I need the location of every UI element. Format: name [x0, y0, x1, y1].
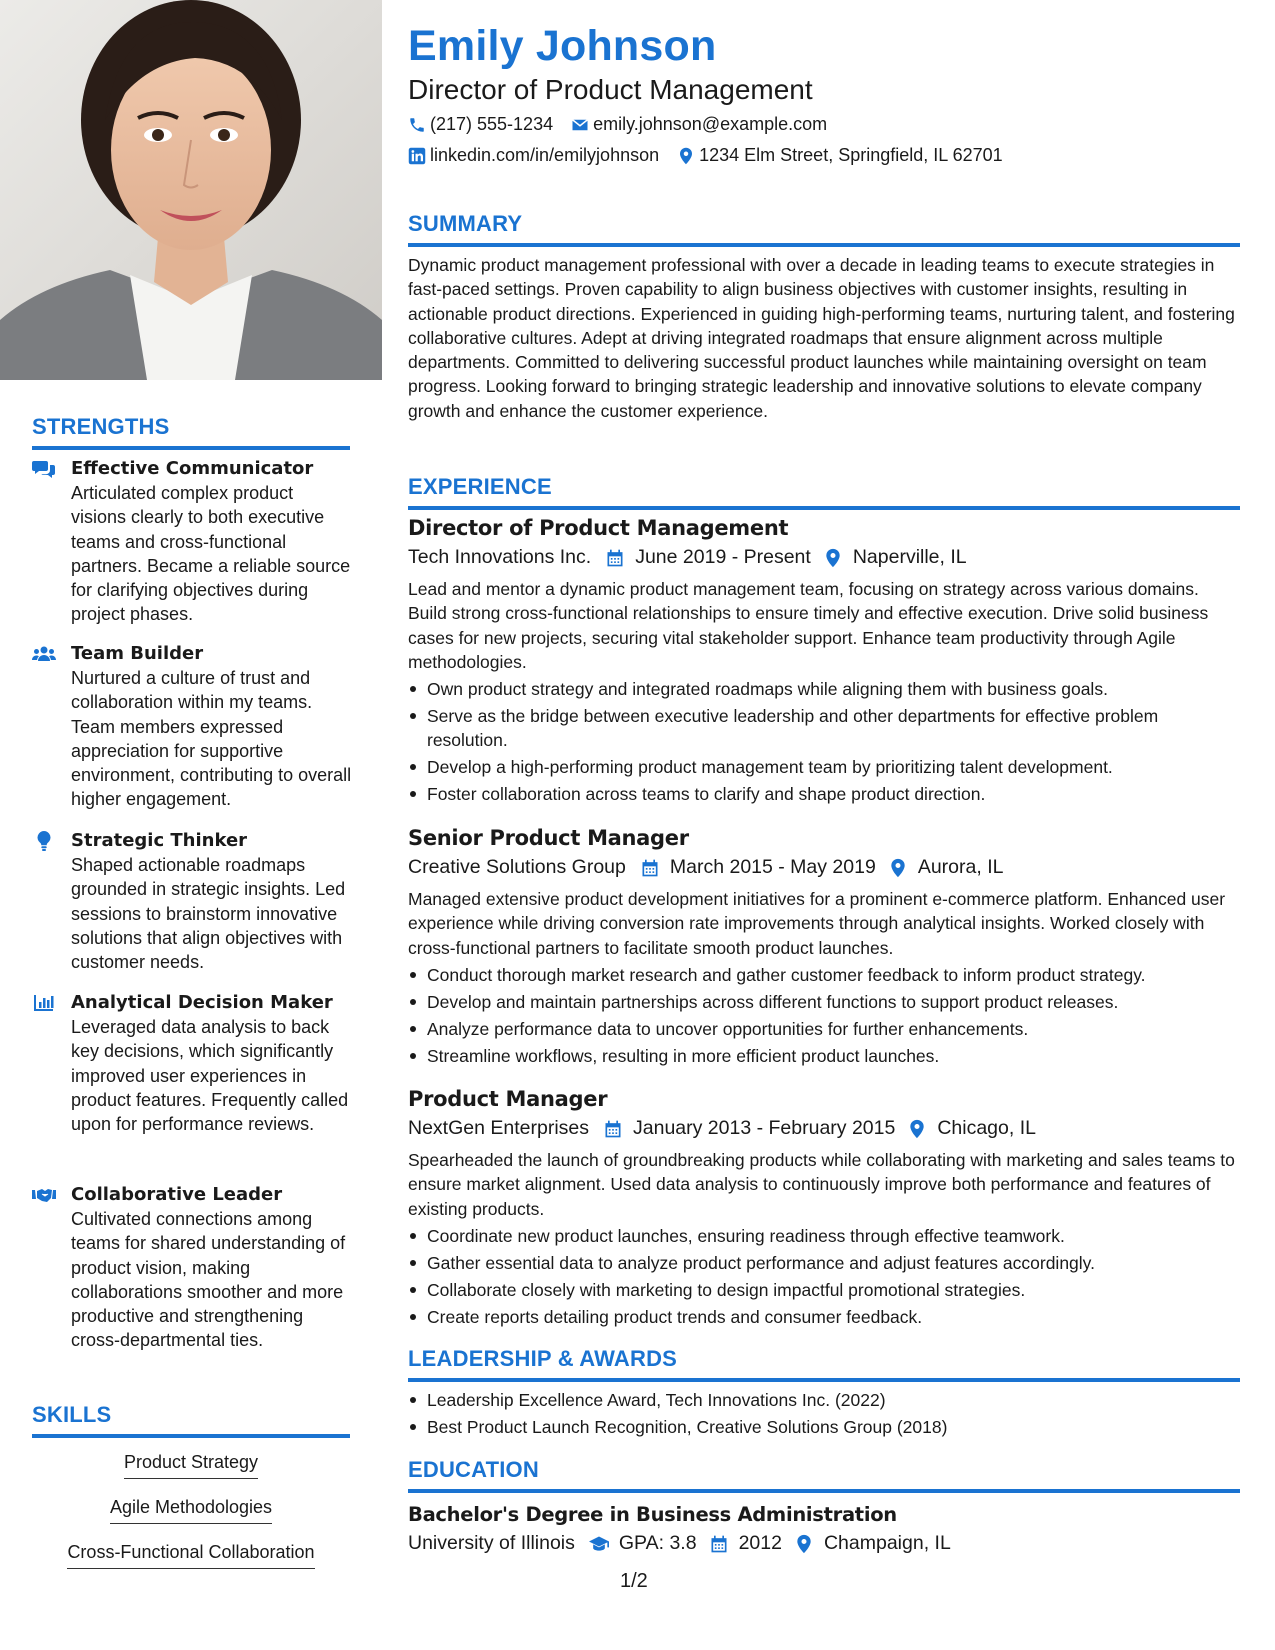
strength-description: Cultivated connections among teams for shared understanding of product vision, making collaborations smoother and more productive and strengthening cross-departmental ties. [71, 1209, 346, 1351]
phone-contact [408, 114, 553, 135]
users-icon [32, 644, 56, 664]
education-location [794, 1532, 951, 1555]
year-text: 2012 [738, 1532, 782, 1554]
job-location [823, 546, 967, 569]
strengths-title: STRENGTHS [32, 414, 170, 439]
skill-item [32, 1497, 350, 1524]
list-item: Streamline workflows, resulting in more efficient product launches. [408, 1044, 1240, 1068]
contact-row [408, 114, 845, 135]
skill-item [32, 1452, 350, 1479]
education-meta [408, 1532, 1240, 1555]
section-divider [408, 506, 1240, 510]
job-location [907, 1117, 1036, 1140]
section-divider [32, 1434, 350, 1438]
linkedin-url[interactable]: linkedin.com/in/emilyjohnson [430, 145, 660, 165]
company-name: Tech Innovations Inc. [408, 546, 592, 568]
map-pin-icon [907, 1119, 927, 1139]
calendar-icon [605, 548, 625, 568]
job-description: Spearheaded the launch of groundbreaking products while collaborating with marketing and sales teams to ensure market alignment. Used data analysis to continuously improve both performance and features of existing products. [408, 1150, 1235, 1219]
list-item: Gather essential data to analyze product performance and adjust features accordingly. [408, 1251, 1240, 1275]
section-divider [408, 1489, 1240, 1493]
strength-item [32, 642, 352, 812]
gpa [589, 1532, 697, 1555]
list-item: Collaborate closely with marketing to design impactful promotional strategies. [408, 1278, 1240, 1302]
strength-title: Team Builder [71, 643, 204, 664]
job-description: Managed extensive product development initiatives for a prominent e-commerce platform. Enhanced user experience while driving conversion rate improvements through analytical insights. Worked closely with cross-functional partners to facilitate smooth product launches. [408, 889, 1226, 958]
calendar-icon [603, 1119, 623, 1139]
summary-text: Dynamic product management professional with over a decade in leading teams to execute strategies in fast-paced settings. Proven capability to align business objectives with customer insights, resulting in actionable product directions. Experienced in guiding high-performing teams, nurturing talent, and fostering collaborative cultures. Adept at driving integrated roadmaps that ensure alignment across multiple departments. Committed to delivering successful product launches while maintaining oversight on team progress. Looking forward to bringing strategic leadership and innovative solutions to elevate company growth and enhance the customer experience. [408, 255, 1235, 421]
calendar-icon [640, 858, 660, 878]
strength-item [32, 1183, 352, 1353]
strength-description: Shaped actionable roadmaps grounded in strategic insights. Led sessions to brainstorm innovative solutions that align objectives with customer needs. [71, 855, 346, 973]
map-pin-icon [794, 1534, 814, 1554]
job-bullets [408, 963, 1240, 1068]
school-name: University of Illinois [408, 1532, 575, 1554]
experience-section [408, 474, 1240, 510]
skill-label: Product Strategy [124, 1452, 258, 1479]
job-entry [408, 516, 1240, 806]
awards-list [408, 1388, 1240, 1439]
linkedin-contact[interactable] [408, 145, 659, 166]
job-description: Lead and mentor a dynamic product management team, focusing on strategy across various domains. Build strong cross-functional relationships to ensure timely and effective execution. Drive solid business cases for new projects, securing vital stakeholder support. Enhance team productivity through Agile methodologies. [408, 579, 1209, 672]
skill-label: Agile Methodologies [110, 1497, 272, 1524]
envelope-icon [571, 116, 589, 134]
job-entry [408, 1087, 1240, 1329]
list-item: Own product strategy and integrated roadmaps while aligning them with business goals. [408, 677, 1240, 701]
job-dates-text: January 2013 - February 2015 [633, 1117, 896, 1139]
profile-photo [0, 0, 382, 380]
summary-title: SUMMARY [408, 211, 523, 236]
section-divider [32, 446, 350, 450]
job-dates [640, 856, 876, 879]
portrait-illustration [0, 0, 382, 380]
job-meta [408, 1117, 1240, 1140]
page-number: 1/2 [620, 1570, 648, 1592]
strength-description: Nurtured a culture of trust and collaboration within my teams. Team members expressed appreciation for supportive environment, contributing to overall higher engagement. [71, 668, 352, 810]
education-title: EDUCATION [408, 1457, 539, 1482]
strengths-section-header [32, 414, 350, 450]
map-pin-icon [677, 147, 695, 165]
list-item: Analyze performance data to uncover opportunities for further enhancements. [408, 1017, 1240, 1041]
email-contact[interactable] [571, 114, 827, 135]
graduation-year [709, 1532, 782, 1555]
map-pin-icon [888, 858, 908, 878]
strength-title: Collaborative Leader [71, 1184, 283, 1205]
awards-section [408, 1346, 1240, 1439]
street-address: 1234 Elm Street, Springfield, IL 62701 [699, 145, 1003, 165]
list-item: Create reports detailing product trends and consumer feedback. [408, 1305, 1240, 1329]
gpa-text: GPA: 3.8 [618, 1532, 697, 1554]
strength-title: Strategic Thinker [71, 830, 248, 851]
job-meta [408, 546, 1240, 569]
job-title: Product Manager [408, 1087, 608, 1111]
candidate-name: Emily Johnson [408, 22, 717, 70]
experience-title: EXPERIENCE [408, 474, 552, 499]
job-title: Senior Product Manager [408, 826, 689, 850]
address-contact [677, 145, 1003, 166]
graduation-cap-icon [589, 1534, 609, 1554]
comments-icon [32, 459, 56, 479]
job-bullets [408, 677, 1240, 806]
section-divider [408, 1378, 1240, 1382]
strength-description: Leveraged data analysis to back key decisions, which significantly improved user experiences in product features. Frequently called upon for performance reviews. [71, 1017, 349, 1135]
phone-icon [408, 116, 426, 134]
strength-item [32, 829, 352, 974]
job-dates-text: March 2015 - May 2019 [669, 856, 876, 878]
lightbulb-icon [32, 831, 56, 851]
candidate-role: Director of Product Management [408, 74, 813, 105]
job-location [888, 856, 1004, 879]
education-section [408, 1457, 1240, 1555]
linkedin-icon [408, 147, 426, 165]
company-name: NextGen Enterprises [408, 1117, 589, 1139]
contact-row [408, 145, 1021, 166]
list-item: Serve as the bridge between executive leadership and other departments for effective problem resolution. [408, 704, 1240, 752]
job-location-text: Aurora, IL [917, 856, 1004, 878]
calendar-icon [709, 1534, 729, 1554]
left-column [0, 0, 382, 1650]
skills-title: SKILLS [32, 1402, 112, 1427]
list-item: Best Product Launch Recognition, Creative Solutions Group (2018) [408, 1415, 1240, 1439]
strength-title: Effective Communicator [71, 458, 314, 479]
job-location-text: Naperville, IL [852, 546, 967, 568]
strength-item [32, 991, 352, 1136]
degree: Bachelor's Degree in Business Administration [408, 1503, 897, 1526]
section-divider [408, 243, 1240, 247]
list-item: Foster collaboration across teams to clarify and shape product direction. [408, 782, 1240, 806]
list-item: Develop a high-performing product management team by prioritizing talent development. [408, 755, 1240, 779]
job-entry [408, 826, 1240, 1068]
job-bullets [408, 1224, 1240, 1329]
map-pin-icon [823, 548, 843, 568]
education-location-text: Champaign, IL [823, 1532, 951, 1554]
strength-item [32, 457, 352, 627]
job-dates [603, 1117, 895, 1140]
summary-section [408, 211, 1240, 423]
job-title: Director of Product Management [408, 516, 789, 540]
strength-title: Analytical Decision Maker [71, 992, 333, 1013]
email-address[interactable]: emily.johnson@example.com [593, 114, 828, 134]
phone-number: (217) 555-1234 [430, 114, 554, 134]
list-item: Develop and maintain partnerships across different functions to support product releases. [408, 990, 1240, 1014]
bar-chart-icon [32, 993, 56, 1013]
job-meta [408, 856, 1240, 879]
strength-description: Articulated complex product visions clearly to both executive teams and cross-functional partners. Became a reliable source for clarifying objectives during project phases. [71, 483, 351, 625]
job-dates [605, 546, 811, 569]
handshake-icon [32, 1185, 56, 1205]
job-location-text: Chicago, IL [937, 1117, 1036, 1139]
skill-label: Cross-Functional Collaboration [67, 1542, 314, 1569]
list-item: Conduct thorough market research and gather customer feedback to inform product strategy. [408, 963, 1240, 987]
skill-item [32, 1542, 350, 1569]
job-dates-text: June 2019 - Present [635, 546, 811, 568]
right-column [408, 0, 1240, 1650]
company-name: Creative Solutions Group [408, 856, 626, 878]
list-item: Coordinate new product launches, ensuring readiness through effective teamwork. [408, 1224, 1240, 1248]
skills-section-header [32, 1402, 350, 1438]
awards-title: LEADERSHIP & AWARDS [408, 1346, 678, 1371]
list-item: Leadership Excellence Award, Tech Innovations Inc. (2022) [408, 1388, 1240, 1412]
